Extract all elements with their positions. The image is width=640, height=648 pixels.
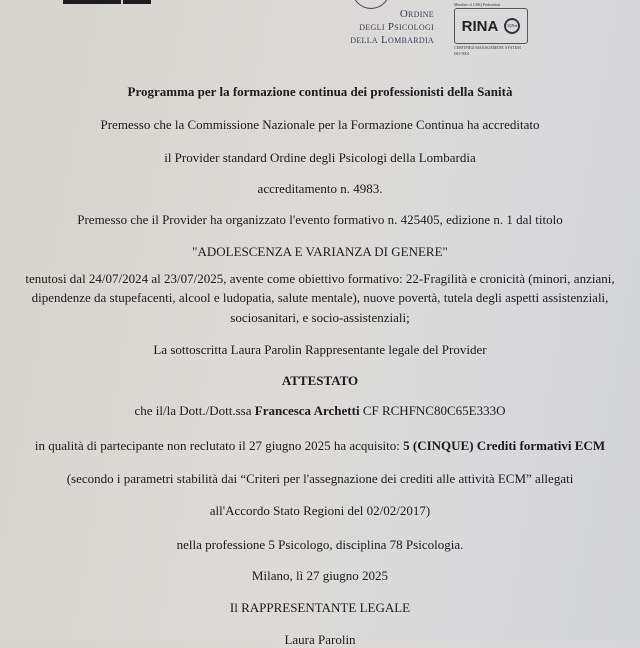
rina-word: RINA [461, 17, 499, 35]
signer-line: La sottoscritta Laura Parolin Rappresentante legale del Provider [153, 342, 487, 357]
objective-line: sociosanitari, e socio-assistenziali; [230, 310, 410, 325]
credits-value: 5 (CINQUE) Crediti formativi ECM [403, 438, 606, 453]
criteria-line: all'Accordo Stato Regioni del 02/02/2017) [209, 503, 431, 518]
representative-label: Il RAPPRESENTANTE LEGALE [229, 600, 411, 615]
ordine-logo-line: degli Psicologi [359, 21, 434, 33]
credits-line [0, 438, 640, 454]
participant-name: Francesca Archetti [254, 403, 360, 418]
event-title: "ADOLESCENZA E VARIANZA DI GENERE" [192, 244, 448, 259]
signatory-name: Laura Parolin [284, 632, 356, 647]
credits-prefix: in qualità di partecipante non reclutato il 27 giugno 2025 ha acquisito: [34, 438, 404, 453]
text-line: accreditamento n. 4983. [257, 181, 383, 196]
text-line: Premesso che il Provider ha organizzato l'evento formativo n. 425405, edizione n. 1 dal titolo [77, 212, 563, 227]
text-line: il Provider standard Ordine degli Psicologi della Lombardia [164, 150, 476, 165]
ordine-logo-line: Ordine [399, 8, 434, 20]
profession-line: nella professione 5 Psicologo, disciplina 78 Psicologia. [176, 537, 464, 552]
logo-block [63, 0, 121, 4]
attestato-heading: ATTESTATO [281, 373, 359, 388]
participant-prefix: che il/la Dott./Dott.ssa [134, 403, 255, 418]
objective-line: tenutosi dal 24/07/2024 al 23/07/2025, avente come obiettivo formativo: 22-Fragilità e cronicità (minori, anziani, [25, 271, 615, 286]
text-line: Premesso che la Commissione Nazionale per la Formazione Continua ha accreditato [100, 117, 540, 132]
participant-cf: CF RCHFNC80C65E333O [359, 403, 506, 418]
ordine-logo [330, 8, 434, 47]
rina-top: Member of CISQ Federation [454, 2, 501, 7]
ordine-logo-line: della Lombardia [350, 34, 434, 46]
criteria-line: (secondo i parametri stabilità dai “Criteri per l'assegnazione dei crediti alle attività ECM” allegati [66, 471, 574, 486]
document-title: Programma per la formazione continua dei professionisti della Sanità [127, 84, 513, 99]
objective-line: dipendenze da stupefacenti, alcool e ludopatia, salute mentale), nuove povertà, tutela degli aspetti assistenziali, [31, 290, 609, 305]
logo-block [123, 0, 151, 4]
iqnet-icon: IQNet [504, 18, 520, 34]
rina-bottom: CERTIFIED MANAGEMENT SYSTEM [454, 45, 521, 50]
rina-box [454, 8, 528, 44]
participant-line [0, 403, 640, 419]
rina-bottom: ISO 9001 [454, 51, 470, 56]
rina-certification-logo [454, 2, 528, 56]
place-date: Milano, lì 27 giugno 2025 [251, 568, 389, 583]
